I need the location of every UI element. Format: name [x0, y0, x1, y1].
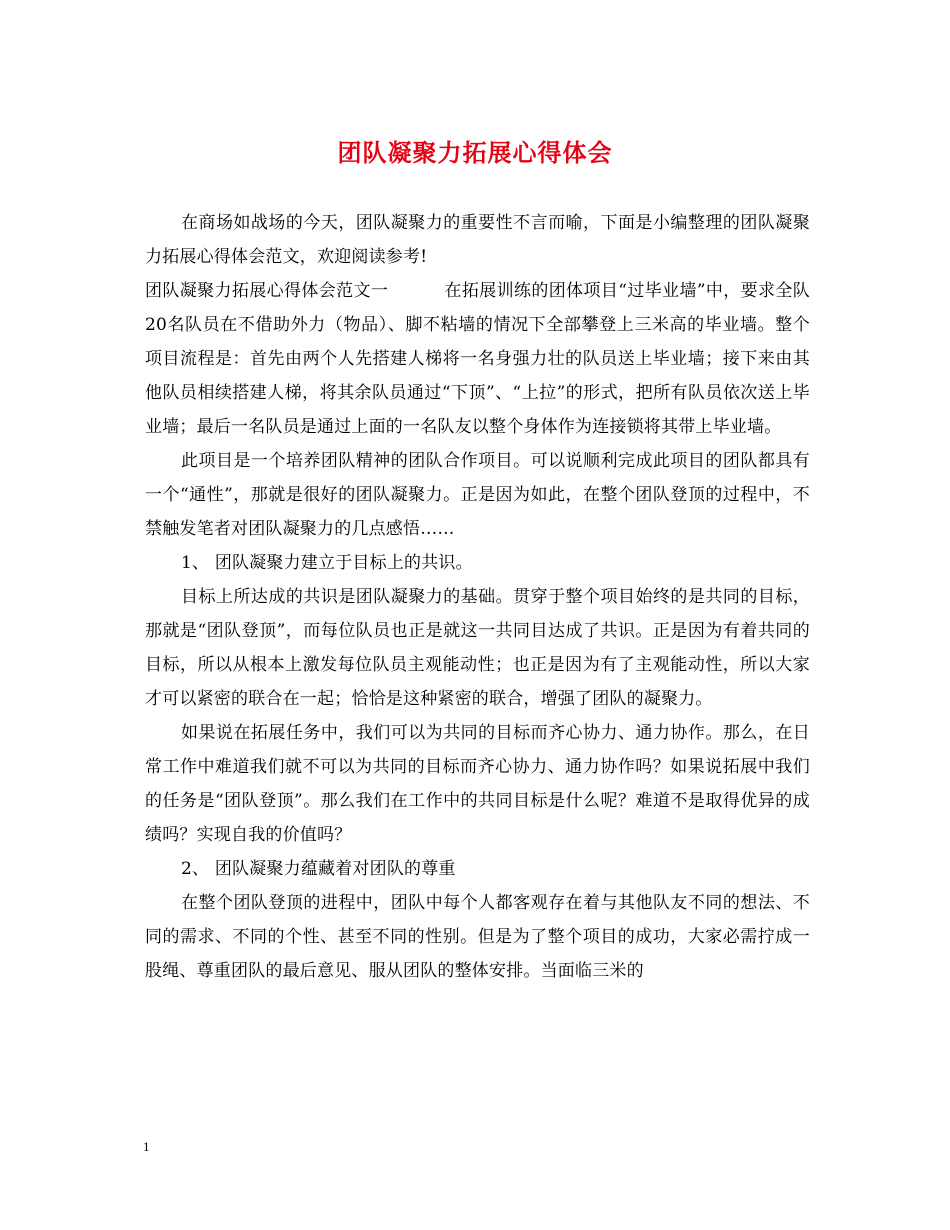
- intro-paragraph: 在商场如战场的今天，团队凝聚力的重要性不言而喻，下面是小编整理的团队凝聚力拓展心得体会范文，欢迎阅读参考!: [145, 213, 810, 267]
- section-heading-1: 1、 团队凝聚力建立于目标上的共识。: [181, 553, 473, 573]
- section-2-paragraph-1: 在整个团队登顶的进程中，团队中每个人都客观存在着与其他队友不同的想法、不同的需求、不同的个性、甚至不同的性别。但是为了整个项目的成功，大家必需拧成一股绳、尊重团队的最后意见、服从团队的整体安排。当面临三米的: [145, 893, 810, 981]
- example-body: 在拓展训练的团体项目“过毕业墙”中，要求全队20名队员在不借助外力（物品）、脚不粘墙的情况下全部攀登上三米高的毕业墙。整个项目流程是：首先由两个人先搭建人梯将一名身强力壮的队员送上毕业墙；接下来由其他队员相续搭建人梯，将其余队员通过“下顶”、“上拉”的形式，把所有队员依次送上毕业墙；最后一名队员是通过上面的一名队友以整个身体作为连接锁将其带上毕业墙。: [145, 281, 810, 437]
- section-1-paragraph-2: 如果说在拓展任务中，我们可以为共同的目标而齐心协力、通力协作。那么，在日常工作中难道我们就不可以为共同的目标而齐心协力、通力协作吗？如果说拓展中我们的任务是“团队登顶”。那么我们在工作中的共同目标是什么呢？难道不是取得优异的成绩吗？实现自我的价值吗？: [145, 723, 810, 845]
- section-1-paragraph-1: 目标上所达成的共识是团队凝聚力的基础。贯穿于整个项目始终的是共同的目标，那就是“团队登顶”，而每位队员也正是就这一共同目达成了共识。正是因为有着共同的目标，所以从根本上激发每位队员主观能动性；也正是因为有了主观能动性，所以大家才可以紧密的联合在一起；恰恰是这种紧密的联合，增强了团队的凝聚力。: [145, 587, 810, 709]
- project-paragraph: 此项目是一个培养团队精神的团队合作项目。可以说顺利完成此项目的团队都具有一个“通性”，那就是很好的团队凝聚力。正是因为如此，在整个团队登顶的过程中，不禁触发笔者对团队凝聚力的几点感悟……: [145, 451, 810, 539]
- page-number: 1: [143, 1139, 150, 1154]
- example-heading: 团队凝聚力拓展心得体会范文一: [145, 281, 389, 301]
- page-title: 团队凝聚力拓展心得体会: [337, 138, 613, 167]
- section-heading-2: 2、 团队凝聚力蕴藏着对团队的尊重: [181, 859, 456, 879]
- example-paragraph: [145, 274, 810, 444]
- document-body: [145, 206, 810, 988]
